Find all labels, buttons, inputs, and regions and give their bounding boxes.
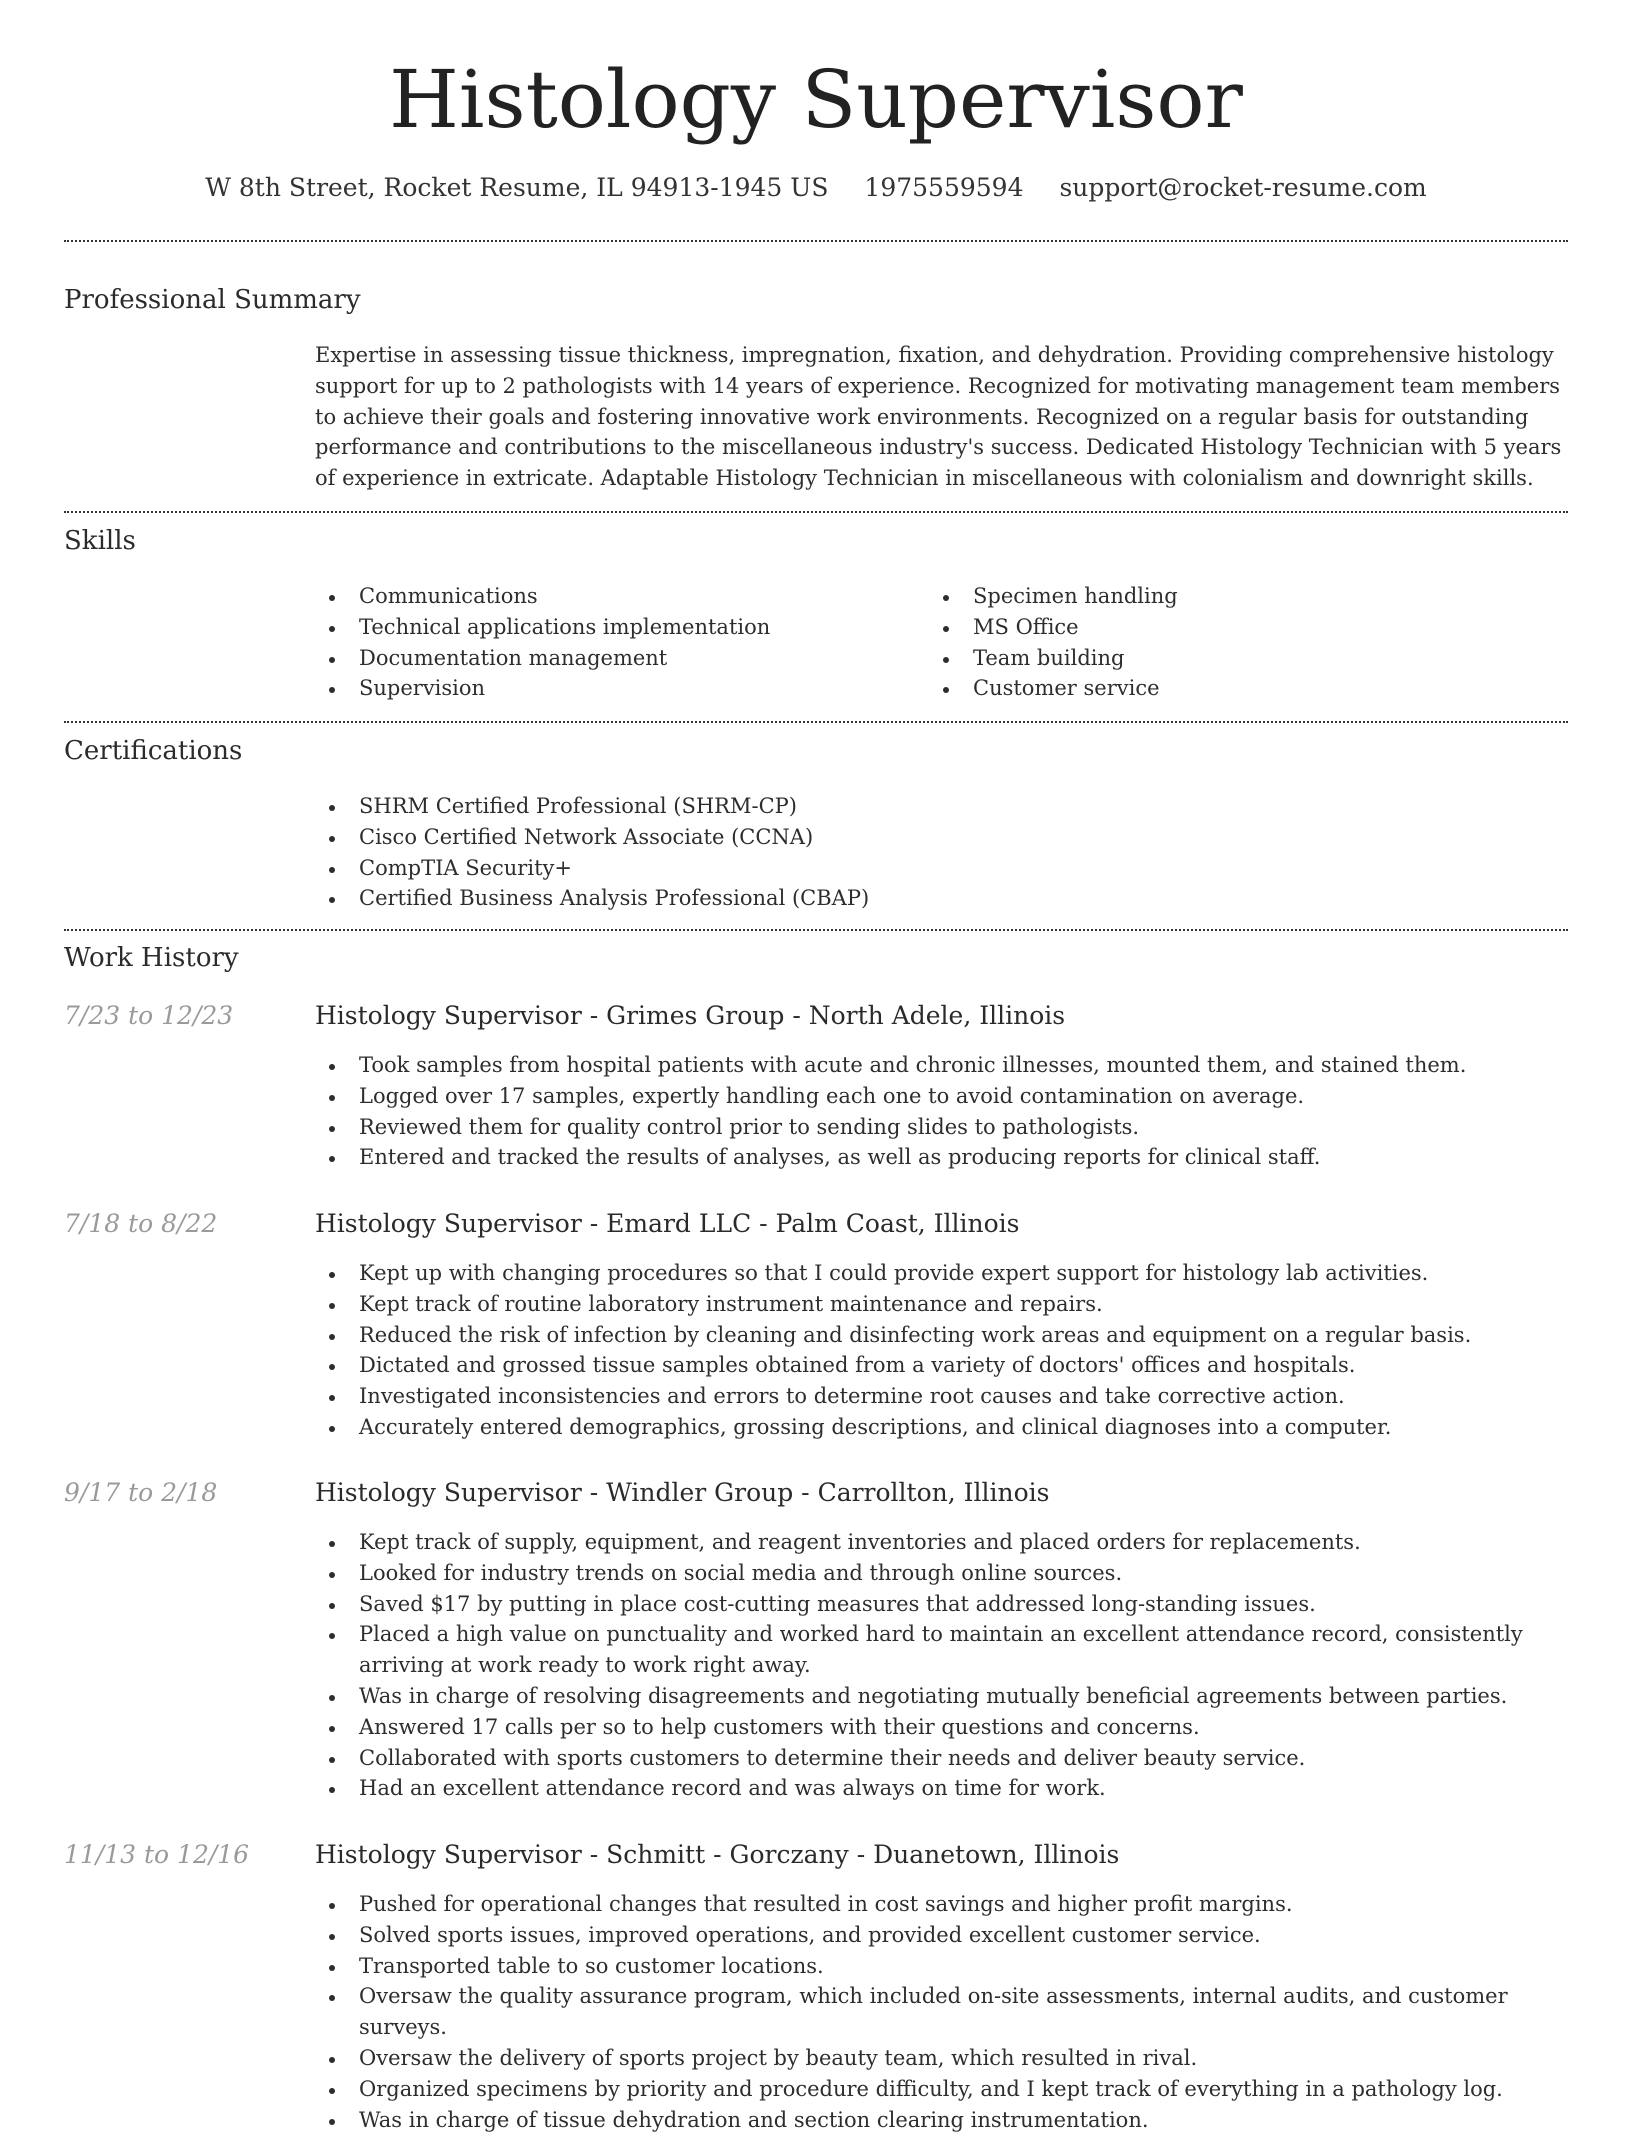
contact-phone: 1975559594 (864, 173, 1024, 202)
divider (64, 240, 1568, 242)
certifications-heading: Certifications (64, 736, 243, 766)
contact-info (0, 170, 1632, 206)
certification-item: SHRM Certified Professional (SHRM-CP) (315, 791, 1555, 822)
job-bullet: Kept up with changing procedures so that I could provide expert support for histology lab activities. (315, 1258, 1568, 1289)
summary-heading: Professional Summary (64, 285, 361, 315)
skill-item: Customer service (929, 673, 1549, 704)
skill-item: Communications (315, 581, 915, 612)
job-bullet: Was in charge of tissue dehydration and section clearing instrumentation. (315, 2105, 1568, 2135)
job-bullets (315, 1258, 1568, 1443)
divider (64, 721, 1568, 723)
job-bullet: Took samples from hospital patients with acute and chronic illnesses, mounted them, and stained them. (315, 1050, 1568, 1081)
job-title: Histology Supervisor - Windler Group - Carrollton, Illinois (315, 1478, 1050, 1507)
job-title: Histology Supervisor - Schmitt - Gorczany - Duanetown, Illinois (315, 1840, 1120, 1869)
job-dates: 9/17 to 2/18 (64, 1478, 218, 1507)
skill-item: MS Office (929, 612, 1549, 643)
job-bullets (315, 1889, 1568, 2135)
skills-heading: Skills (64, 526, 136, 556)
job-bullet: Answered 17 calls per so to help customers with their questions and concerns. (315, 1712, 1568, 1743)
contact-email: support@rocket-resume.com (1059, 173, 1427, 202)
skill-item: Supervision (315, 673, 915, 704)
skill-item: Team building (929, 643, 1549, 674)
job-bullet: Reviewed them for quality control prior to sending slides to pathologists. (315, 1112, 1568, 1143)
certification-item: Certified Business Analysis Professional (CBAP) (315, 883, 1555, 914)
job-bullet: Oversaw the quality assurance program, which included on-site assessments, internal audits, and customer surveys. (315, 1981, 1568, 2043)
skill-item: Technical applications implementation (315, 612, 915, 643)
job-bullet: Saved $17 by putting in place cost-cutting measures that addressed long-standing issues. (315, 1589, 1568, 1620)
certifications-list (315, 791, 1555, 914)
job-bullet: Investigated inconsistencies and errors to determine root causes and take corrective action. (315, 1381, 1568, 1412)
contact-address: W 8th Street, Rocket Resume, IL 94913-1945 US (205, 173, 829, 202)
job-bullets (315, 1050, 1568, 1173)
job-title: Histology Supervisor - Emard LLC - Palm Coast, Illinois (315, 1209, 1020, 1238)
job-bullets (315, 1527, 1568, 1804)
job-bullet: Dictated and grossed tissue samples obtained from a variety of doctors' offices and hospitals. (315, 1350, 1568, 1381)
job-bullet: Oversaw the delivery of sports project by beauty team, which resulted in rival. (315, 2043, 1568, 2074)
job-bullet: Kept track of supply, equipment, and reagent inventories and placed orders for replacements. (315, 1527, 1568, 1558)
job-bullet: Logged over 17 samples, expertly handling each one to avoid contamination on average. (315, 1081, 1568, 1112)
job-bullet: Collaborated with sports customers to determine their needs and deliver beauty service. (315, 1743, 1568, 1774)
job-title: Histology Supervisor - Grimes Group - North Adele, Illinois (315, 1001, 1066, 1030)
job-bullet: Looked for industry trends on social media and through online sources. (315, 1558, 1568, 1589)
work-history-heading: Work History (64, 943, 239, 973)
skill-item: Specimen handling (929, 581, 1549, 612)
skill-item: Documentation management (315, 643, 915, 674)
resume-name: Histology Supervisor (389, 53, 1243, 146)
job-bullet: Solved sports issues, improved operations, and provided excellent customer service. (315, 1920, 1568, 1951)
job-bullet: Pushed for operational changes that resulted in cost savings and higher profit margins. (315, 1889, 1568, 1920)
job-bullet: Accurately entered demographics, grossing descriptions, and clinical diagnoses into a computer. (315, 1412, 1568, 1443)
job-bullet: Transported table to so customer locations. (315, 1951, 1568, 1982)
job-bullet: Kept track of routine laboratory instrument maintenance and repairs. (315, 1289, 1568, 1320)
certification-item: CompTIA Security+ (315, 853, 1555, 884)
job-bullet: Was in charge of resolving disagreements and negotiating mutually beneficial agreements between parties. (315, 1681, 1568, 1712)
skills-list-left (315, 581, 915, 704)
job-bullet: Organized specimens by priority and procedure difficulty, and I kept track of everything in a pathology log. (315, 2074, 1568, 2105)
job-dates: 7/23 to 12/23 (64, 1001, 234, 1030)
skills-list-right (929, 581, 1549, 704)
job-dates: 7/18 to 8/22 (64, 1209, 218, 1238)
divider (64, 511, 1568, 513)
job-dates: 11/13 to 12/16 (64, 1840, 250, 1869)
divider (64, 929, 1568, 931)
summary-text: Expertise in assessing tissue thickness, impregnation, fixation, and dehydration. Providing comprehensive histology support for up to 2 pathologists with 14 years of experience. Recognized for motivating management team members to achieve their goals and fostering innovative work environments. Recognized on a regular basis for outstanding performance and contributions to the miscellaneous industry's success. Dedicated Histology Technician with 5 years of experience in extricate. Adaptable Histology Technician in miscellaneous with colonialism and downright skills. (315, 343, 1562, 491)
certification-item: Cisco Certified Network Associate (CCNA) (315, 822, 1555, 853)
job-bullet: Placed a high value on punctuality and worked hard to maintain an excellent attendance record, consistently arriving at work ready to work right away. (315, 1619, 1568, 1681)
job-bullet: Entered and tracked the results of analyses, as well as producing reports for clinical staff. (315, 1142, 1568, 1173)
job-bullet: Had an excellent attendance record and was always on time for work. (315, 1773, 1568, 1804)
job-bullet: Reduced the risk of infection by cleaning and disinfecting work areas and equipment on a regular basis. (315, 1320, 1568, 1351)
